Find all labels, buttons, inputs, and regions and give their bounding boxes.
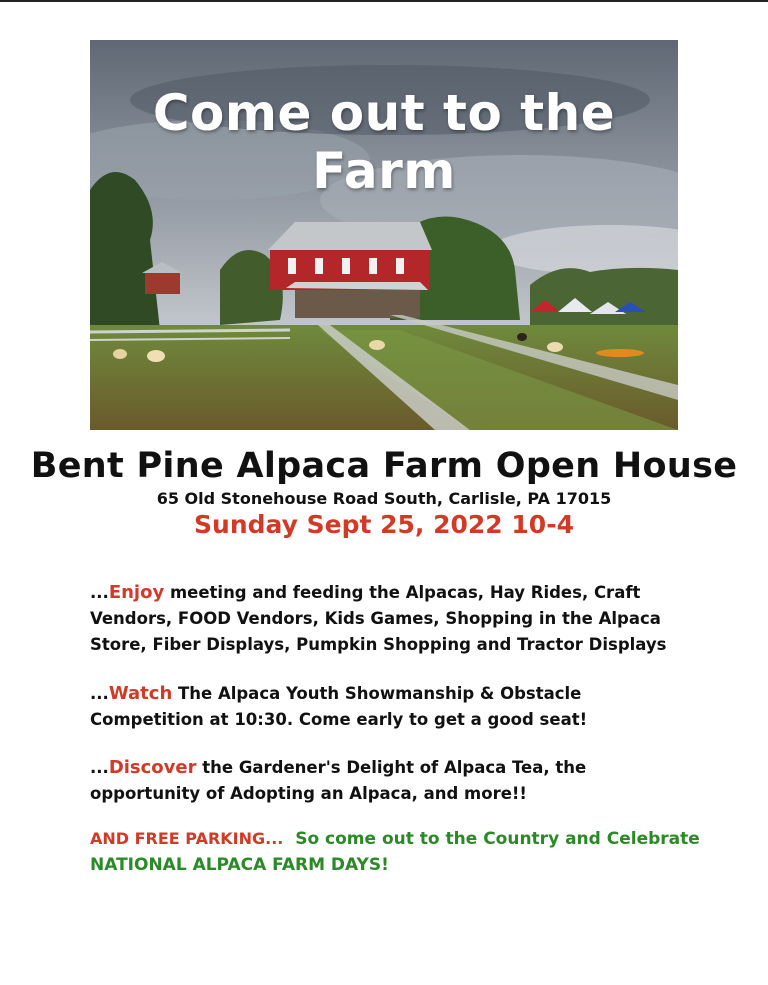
farm-name-heading: Bent Pine Alpaca Farm Open House (30, 446, 738, 486)
pumpkin-patch (596, 349, 644, 357)
paragraph-discover (90, 755, 690, 807)
top-border (0, 0, 768, 2)
free-parking-text: AND FREE PARKING... (90, 829, 284, 848)
celebrate-text: So come out to the Country and Celebrate NATIONAL ALPACA FARM DAYS! (90, 829, 706, 875)
keyword-enjoy: Enjoy (108, 582, 165, 603)
ellipsis-prefix: ... (90, 758, 109, 777)
closing-message (90, 826, 710, 878)
keyword-discover: Discover (108, 757, 197, 778)
farm-photo (90, 40, 678, 430)
ellipsis-prefix: ... (90, 583, 109, 602)
treeline-right (530, 268, 678, 325)
ellipsis-prefix: ... (90, 684, 109, 703)
paragraph-text: meeting and feeding the Alpacas, Hay Rides, Craft Vendors, FOOD Vendors, Kids Games, Shopping in the Alpaca Store, Fiber Displays, Pumpkin Shopping and Tractor Displays (90, 583, 667, 654)
alpaca (369, 340, 385, 350)
alpaca (517, 333, 527, 341)
paragraph-watch (90, 681, 690, 733)
farm-address: 65 Old Stonehouse Road South, Carlisle, PA 17015 (156, 489, 612, 508)
paragraph-text: The Alpaca Youth Showmanship & Obstacle Competition at 10:30. Come early to get a good seat! (90, 684, 588, 729)
alpaca (113, 349, 127, 359)
barn-roof (268, 222, 432, 250)
hero-title: Come out to the Farm (152, 84, 616, 200)
paragraph-enjoy (90, 580, 690, 658)
event-date: Sunday Sept 25, 2022 10-4 (194, 510, 574, 539)
keyword-watch: Watch (108, 683, 173, 704)
alpaca (147, 350, 165, 362)
alpaca (547, 342, 563, 352)
paragraph-text: the Gardener's Delight of Alpaca Tea, the opportunity of Adopting an Alpaca, and more!! (90, 758, 587, 803)
